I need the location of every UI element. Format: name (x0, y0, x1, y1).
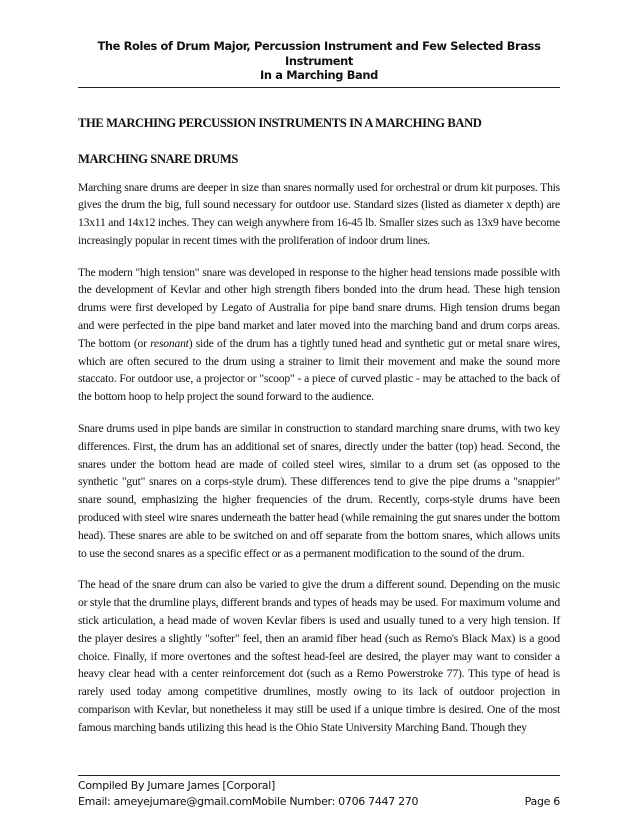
page-footer (78, 775, 560, 809)
paragraph-2 (78, 264, 560, 406)
running-header (78, 0, 560, 83)
header-title-line-2: In a Marching Band (260, 68, 378, 82)
footer-rule (78, 775, 560, 776)
header-rule (78, 87, 560, 88)
body-text (78, 179, 560, 737)
paragraph-1: Marching snare drums are deeper in size than snares normally used for orchestral or drum kit purposes. This gives the drum the big, full sound necessary for outdoor use. Standard sizes (listed as diameter x depth) are 13x11 and 14x12 inches. They can weigh anywhere from 16-45 lb. Smaller sizes such as 13x9 have become increasingly popular in recent times with the proliferation of indoor drum lines. (78, 180, 560, 247)
paragraph-3: Snare drums used in pipe bands are similar in construction to standard marching snare drums, with two key differences. First, the drum has an additional set of snares, directly under the batter (top) head. Second, the snares under the bottom head are made of coiled steel wires, similar to a drum set (as opposed to the synthetic "gut" snares on a corps-style drum). These differences tend to give the pipe drums a "snappier" snare sound, emphasizing the higher frequencies of the drum. Recently, corps-style drums have been produced with steel wire snares underneath the batter head (while remaining the gut snares under the bottom head). These snares are able to be switched on and off separate from the bottom snares, which allows units to use the second snares as a specific effect or as a permanent modification to the sound of the drum. (78, 422, 560, 560)
paragraph-2-text-before: The modern "high tension" snare was developed in response to the higher head tensions made possible with the development of Kevlar and other high strength fibers bonded into the drum head. These high tension drums were first developed by Legato of Australia for pipe band snare drums. High tension drums began and were perfected in the pipe band market and later moved into the marching band and drum corps areas. The bottom (or (78, 265, 560, 350)
page-number: Page 6 (524, 794, 560, 808)
paragraph-2-emphasis: resonant (150, 336, 189, 350)
footer-row (78, 794, 560, 810)
subsection-title: MARCHING SNARE DRUMS (78, 151, 238, 166)
footer-compiled-by: Compiled By Jumare James [Corporal] (78, 779, 275, 792)
footer-contact: Email: ameyejumare@gmail.comMobile Number: 0706 7447 270 (78, 794, 419, 808)
paragraph-2-text-after: ) side of the drum has a tightly tuned head and synthetic gut or metal snare wires, which are often secured to the drum using a strainer to limit their movement and make the sound more staccato. For outdoor use, a projector or "scoop" - a piece of curved plastic - may be attached to the back of the bottom hoop to help project the sound forward to the audience. (78, 336, 561, 404)
paragraph-4: The head of the snare drum can also be varied to give the drum a different sound. Depending on the music or style that the drumline plays, different brands and types of heads may be used. For maximum volume and stick articulation, a head made of woven Kevlar fibers is used and usually tuned to a very high tension. If the player desires a slightly "softer" feel, then an aramid fiber head (such as Remo's Black Max) is a good choice. Finally, if more overtones and the softest head-feel are desired, the player may want to consider a heavy clear head with a center reinforcement dot (such as a Remo Powerstroke 77). This type of head is rarely used today among competitive drumlines, mostly owing to its lack of outdoor projection in comparison with Kevlar, but nonetheless it may still be used if a unique timbre is desired. One of the most famous marching bands utilizing this head is the Ohio State University Marching Band. Though they (78, 578, 560, 734)
header-title-line-1: The Roles of Drum Major, Percussion Instrument and Few Selected Brass Instrument (97, 39, 541, 68)
section-title: THE MARCHING PERCUSSION INSTRUMENTS IN A MARCHING BAND (78, 115, 482, 130)
